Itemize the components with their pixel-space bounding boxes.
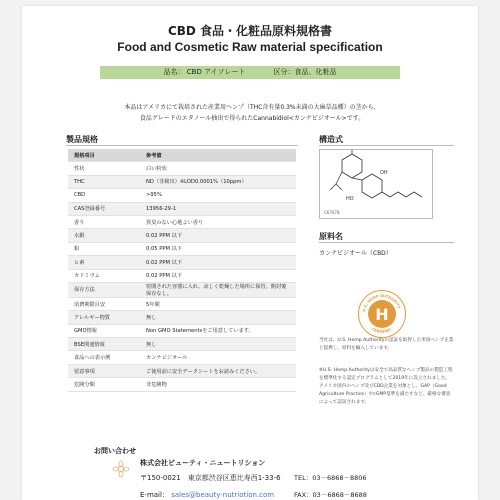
spec-heading-rule	[66, 145, 298, 146]
email-link[interactable]: sales@beauty-nutriotion.com	[171, 491, 275, 499]
raw-material-rule	[319, 242, 454, 243]
spec-value: 非危険物	[140, 378, 296, 391]
spec-value: 13956-29-1	[140, 202, 296, 215]
company-tel: TEL：03－6868－8806	[294, 474, 367, 482]
spec-item: THC	[68, 175, 140, 188]
product-name: 品名： CBD アイソレート	[163, 68, 246, 76]
spec-row	[68, 269, 296, 282]
spec-item: 香り	[68, 215, 140, 228]
spec-value: カンナビジオール	[140, 351, 296, 364]
spec-item: GMO情報	[68, 324, 140, 337]
company-name: 株式会社ビューティ・ニュートリション	[140, 459, 266, 467]
spec-value: 密閉された容器に入れ、涼しく乾燥した場所に保管。開封後保存なし。	[140, 282, 296, 297]
spec-value: ND（非検出）※LOD0.0001%（10ppm）	[140, 175, 296, 188]
spec-item: 留意事項	[68, 364, 140, 377]
spec-item: CBD	[68, 189, 140, 202]
badge-letter: H	[375, 305, 389, 324]
spec-row	[68, 282, 296, 297]
company-fax: FAX：03－6868－8688	[294, 491, 367, 499]
spec-item: 鉛	[68, 242, 140, 255]
spec-item: 危険分類	[68, 378, 140, 391]
spec-item: アレルギー物質	[68, 311, 140, 324]
title-en: Food and Cosmetic Raw material specification	[117, 40, 383, 54]
spec-item: 性状	[68, 162, 140, 175]
spec-row	[68, 202, 296, 215]
ring-top	[342, 154, 362, 178]
spec-row	[68, 364, 296, 377]
product-bar	[100, 66, 400, 79]
structure-heading: 構造式	[319, 135, 343, 144]
spec-value: 異臭のない心地よい香り	[140, 215, 296, 228]
spec-value: 0.02 PPM 以下	[140, 269, 296, 282]
company-address: 〒150-0021 東京都渋谷区恵比寿西1-33-6	[140, 474, 281, 482]
spec-row	[68, 189, 296, 202]
spec-item: 消費期限目安	[68, 297, 140, 310]
spec-item: ヒ素	[68, 256, 140, 269]
spec-item: カドミウム	[68, 269, 140, 282]
spec-value: 無し	[140, 311, 296, 324]
company-email-line	[140, 490, 274, 500]
intro-text	[52, 102, 452, 124]
spec-heading: 製品規格	[66, 135, 98, 144]
cert-note: 当社は、U.S. Hemp Authorityの認証を取得した米国ヘンプ企業と提携し、原料を輸入しています。	[319, 338, 454, 351]
raw-material-name: カンナビジオール（CBD）	[319, 250, 392, 257]
cbd-molecule	[320, 150, 432, 218]
spec-value: >95%	[140, 189, 296, 202]
spec-row	[68, 175, 296, 188]
spec-value: 5年間	[140, 297, 296, 310]
spec-row	[68, 324, 296, 337]
spec-row	[68, 229, 296, 242]
spec-table	[68, 149, 296, 392]
intro-line: 食品グレードのエタノール抽出で得られたCannabidiol<カンナビジオール>です。	[139, 115, 365, 122]
spec-value: 白い粉状	[140, 162, 296, 175]
col-item: 規格項目	[68, 149, 140, 162]
title-jp: CBD 食品・化粧品原料規格書	[167, 24, 333, 38]
spec-value: 0.02 PPM 以下	[140, 229, 296, 242]
spec-header-row	[68, 149, 296, 162]
about-note: ※U.S. Hemp Authorityは安全で高品質なヘンプ製品の製造工程を標準化する認定プログラムとして2019年に設立されました。アメリカ国内のヘンプ及びCBD企業を対象とし、GAP（Good Agriculture Practice）やcGMP基準を満たすなど、厳格な審査によって認証されます。	[319, 368, 453, 405]
intro-line: 本品はアメリカにて栽培された産業用ヘンプ（THC含有量0.3%未満の大麻草品種）の茎から、	[124, 104, 380, 111]
spec-value: 0.05 PPM 以下	[140, 242, 296, 255]
spec-row	[68, 311, 296, 324]
label-oh: OH	[380, 170, 388, 176]
raw-material-heading: 原料名	[319, 232, 343, 241]
spec-row	[68, 297, 296, 310]
spec-value: 0.02 PPM 以下	[140, 256, 296, 269]
structure-diagram	[319, 149, 433, 219]
hemp-authority-badge	[357, 289, 407, 339]
spec-row	[68, 256, 296, 269]
spec-item: 食品への表示例	[68, 351, 140, 364]
spec-row	[68, 162, 296, 175]
badge-top-text: U.S. HEMP AUTHORITY	[362, 293, 402, 313]
spec-value: ご使用前に安全データシートをお読みください。	[140, 364, 296, 377]
ring-bottom	[362, 174, 382, 198]
contact-heading: お問い合わせ	[94, 447, 136, 455]
spec-item: 保存方法	[68, 282, 140, 297]
company-logo	[112, 460, 130, 478]
spec-row	[68, 338, 296, 351]
spec-row	[68, 242, 296, 255]
col-ref: 参考値	[140, 149, 296, 162]
spec-row	[68, 351, 296, 364]
structure-heading-rule	[319, 145, 454, 146]
label-ho: HO	[346, 196, 354, 202]
spec-item: BSE関連情報	[68, 338, 140, 351]
spec-sheet	[22, 6, 478, 500]
spec-item: CAS登録番号	[68, 202, 140, 215]
spec-row	[68, 378, 296, 391]
structure-caption: C67678	[324, 210, 340, 215]
email-label: E-mail：	[140, 491, 169, 499]
spec-value: 無し	[140, 338, 296, 351]
product-category: 区分：食品、化粧品	[273, 68, 337, 76]
badge-bottom-text: CERTIFIED	[371, 326, 392, 335]
spec-row	[68, 215, 296, 228]
spec-item: 水銀	[68, 229, 140, 242]
spec-value: Non GMO Statementsをご用意しています。	[140, 324, 296, 337]
